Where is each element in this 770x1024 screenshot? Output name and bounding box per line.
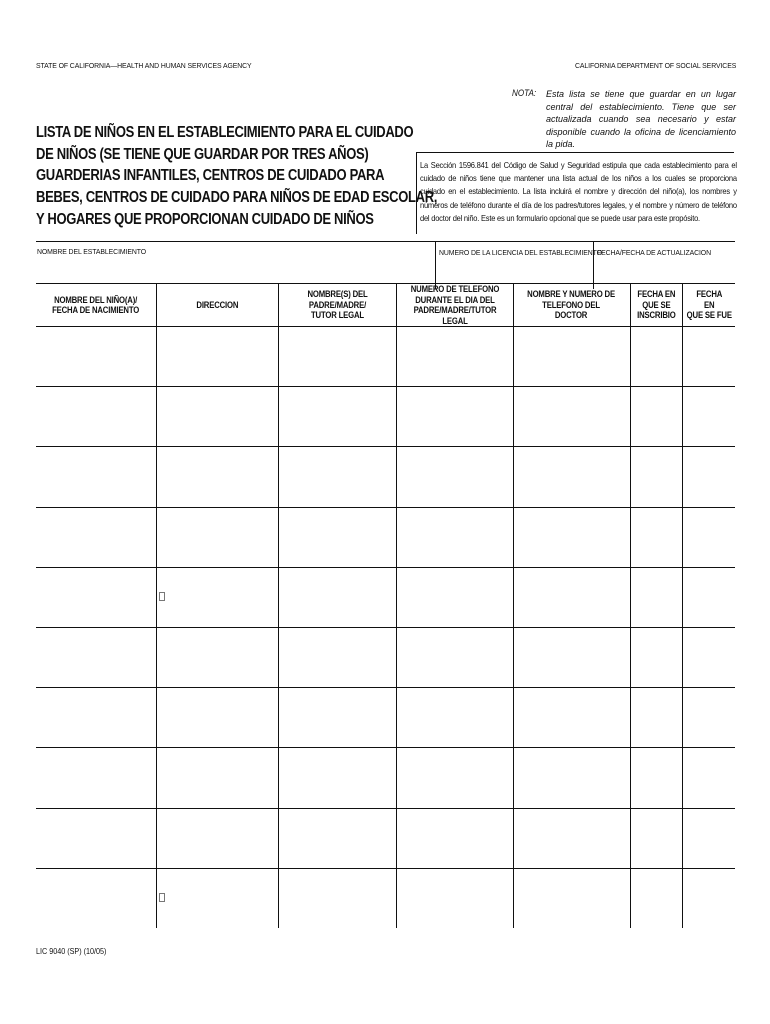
cell-child-name[interactable] <box>36 868 156 928</box>
form-title <box>36 122 438 231</box>
cell-address[interactable] <box>156 688 278 748</box>
cell-doctor[interactable] <box>513 868 630 928</box>
table-row <box>36 327 735 387</box>
cell-parent-phone[interactable] <box>396 808 513 868</box>
cell-doctor[interactable] <box>513 447 630 507</box>
facility-name-field[interactable] <box>36 242 435 288</box>
cell-child-name[interactable] <box>36 567 156 627</box>
form-number: LIC 9040 (SP) (10/05) <box>36 947 107 956</box>
column-header-child-name: NOMBRE DEL NIÑO(A)/ FECHA DE NACIMIENTO <box>36 284 156 327</box>
cell-address[interactable] <box>156 567 278 627</box>
cell-doctor[interactable] <box>513 567 630 627</box>
cell-parent-name[interactable] <box>278 447 396 507</box>
glyph-box-icon <box>159 592 165 601</box>
facility-info-row <box>36 241 735 283</box>
cell-parent-name[interactable] <box>278 387 396 447</box>
cell-doctor[interactable] <box>513 327 630 387</box>
cell-parent-phone[interactable] <box>396 748 513 808</box>
cell-address[interactable] <box>156 868 278 928</box>
table-row <box>36 387 735 447</box>
cell-address[interactable] <box>156 447 278 507</box>
cell-left-date[interactable] <box>682 868 735 928</box>
facility-name-label: NOMBRE DEL ESTABLECIMIENTO <box>37 247 147 256</box>
update-date-label: FECHA/FECHA DE ACTUALIZACION <box>597 248 711 257</box>
cell-left-date[interactable] <box>682 748 735 808</box>
column-header-parent-name: NOMBRE(S) DEL PADRE/MADRE/ TUTOR LEGAL <box>278 284 396 327</box>
table-row <box>36 868 735 928</box>
cell-parent-phone[interactable] <box>396 567 513 627</box>
cell-left-date[interactable] <box>682 447 735 507</box>
agency-header: STATE OF CALIFORNIA—HEALTH AND HUMAN SERVICES AGENCY <box>36 61 252 70</box>
department-header: CALIFORNIA DEPARTMENT OF SOCIAL SERVICES <box>574 61 736 70</box>
cell-child-name[interactable] <box>36 688 156 748</box>
cell-parent-phone[interactable] <box>396 447 513 507</box>
column-header-doctor: NOMBRE Y NUMERO DE TELEFONO DEL DOCTOR <box>513 284 630 327</box>
cell-doctor[interactable] <box>513 808 630 868</box>
cell-parent-phone[interactable] <box>396 627 513 687</box>
cell-parent-name[interactable] <box>278 688 396 748</box>
cell-address[interactable] <box>156 507 278 567</box>
cell-enrolled-date[interactable] <box>630 808 682 868</box>
column-header-address: DIRECCION <box>156 284 278 327</box>
cell-left-date[interactable] <box>682 627 735 687</box>
cell-parent-name[interactable] <box>278 327 396 387</box>
legal-notice-text: La Sección 1596.841 del Código de Salud y Seguridad estipula que cada establecimiento para el cuidado de niños tiene que mantener una lista actual de los niños a los cuales se proporciona cuidado en el establecimiento. La lista incluirá el nombre y dirección del niño(a), los nombres y números de teléfono durante el día de los padres/tutores legales, y el nombre y número de teléfono del doctor del niño. Este es un formulario opcional que se puede usar para este propósito. <box>420 160 737 223</box>
cell-parent-phone[interactable] <box>396 327 513 387</box>
table-row <box>36 567 735 627</box>
cell-parent-name[interactable] <box>278 808 396 868</box>
cell-enrolled-date[interactable] <box>630 447 682 507</box>
children-roster-table <box>36 283 735 927</box>
cell-address[interactable] <box>156 327 278 387</box>
title-line: LISTA DE NIÑOS EN EL ESTABLECIMIENTO PARA EL CUIDADO <box>36 124 414 141</box>
cell-parent-phone[interactable] <box>396 868 513 928</box>
cell-child-name[interactable] <box>36 447 156 507</box>
cell-child-name[interactable] <box>36 507 156 567</box>
cell-address[interactable] <box>156 627 278 687</box>
cell-left-date[interactable] <box>682 327 735 387</box>
nota-label: NOTA: <box>512 88 537 98</box>
cell-child-name[interactable] <box>36 808 156 868</box>
table-row <box>36 507 735 567</box>
table-row <box>36 447 735 507</box>
cell-left-date[interactable] <box>682 507 735 567</box>
cell-parent-phone[interactable] <box>396 688 513 748</box>
title-line: BEBES, CENTROS DE CUIDADO PARA NIÑOS DE EDAD ESCOLAR, <box>36 189 438 207</box>
cell-parent-phone[interactable] <box>396 387 513 447</box>
update-date-field[interactable] <box>593 242 739 289</box>
cell-left-date[interactable] <box>682 808 735 868</box>
table-header-row <box>36 284 735 327</box>
facility-license-field[interactable] <box>435 242 602 289</box>
cell-child-name[interactable] <box>36 387 156 447</box>
cell-doctor[interactable] <box>513 748 630 808</box>
cell-left-date[interactable] <box>682 387 735 447</box>
facility-license-label: NUMERO DE LA LICENCIA DEL ESTABLECIMIENTO <box>439 248 602 257</box>
cell-doctor[interactable] <box>513 507 630 567</box>
cell-doctor[interactable] <box>513 387 630 447</box>
cell-enrolled-date[interactable] <box>630 627 682 687</box>
title-line: GUARDERIAS INFANTILES, CENTROS DE CUIDADO PARA <box>36 167 385 185</box>
table-row <box>36 688 735 748</box>
cell-parent-name[interactable] <box>278 507 396 567</box>
cell-enrolled-date[interactable] <box>630 567 682 627</box>
column-header-left-date: FECHA EN QUE SE FUE <box>682 284 735 327</box>
cell-address[interactable] <box>156 387 278 447</box>
cell-child-name[interactable] <box>36 748 156 808</box>
cell-enrolled-date[interactable] <box>630 688 682 748</box>
cell-address[interactable] <box>156 748 278 808</box>
cell-left-date[interactable] <box>682 567 735 627</box>
cell-doctor[interactable] <box>513 627 630 687</box>
cell-doctor[interactable] <box>513 688 630 748</box>
cell-enrolled-date[interactable] <box>630 748 682 808</box>
table-row <box>36 808 735 868</box>
cell-left-date[interactable] <box>682 688 735 748</box>
cell-enrolled-date[interactable] <box>630 868 682 928</box>
nota-text: Esta lista se tiene que guardar en un lugar central del establecimiento. Tiene que ser actualizada cuando sea necesario y estar disponible cuando la oficina de licenciamiento la pida. <box>546 89 736 149</box>
title-line: DE NIÑOS (SE TIENE QUE GUARDAR POR TRES AÑOS) <box>36 145 369 163</box>
cell-enrolled-date[interactable] <box>630 387 682 447</box>
cell-enrolled-date[interactable] <box>630 327 682 387</box>
cell-parent-name[interactable] <box>278 748 396 808</box>
cell-parent-phone[interactable] <box>396 507 513 567</box>
cell-parent-name[interactable] <box>278 627 396 687</box>
table-row <box>36 748 735 808</box>
cell-child-name[interactable] <box>36 327 156 387</box>
cell-parent-name[interactable] <box>278 868 396 928</box>
column-header-enrolled-date: FECHA EN QUE SE INSCRIBIO <box>630 284 682 327</box>
cell-child-name[interactable] <box>36 627 156 687</box>
table-row <box>36 627 735 687</box>
cell-address[interactable] <box>156 808 278 868</box>
cell-parent-name[interactable] <box>278 567 396 627</box>
title-line: Y HOGARES QUE PROPORCIONAN CUIDADO DE NIÑOS <box>36 210 374 228</box>
glyph-box-icon <box>159 893 165 902</box>
column-header-parent-phone: NUMERO DE TELEFONO DURANTE EL DIA DEL PADRE/MADRE/TUTOR LEGAL <box>396 284 513 327</box>
legal-notice-box <box>416 152 737 234</box>
cell-enrolled-date[interactable] <box>630 507 682 567</box>
